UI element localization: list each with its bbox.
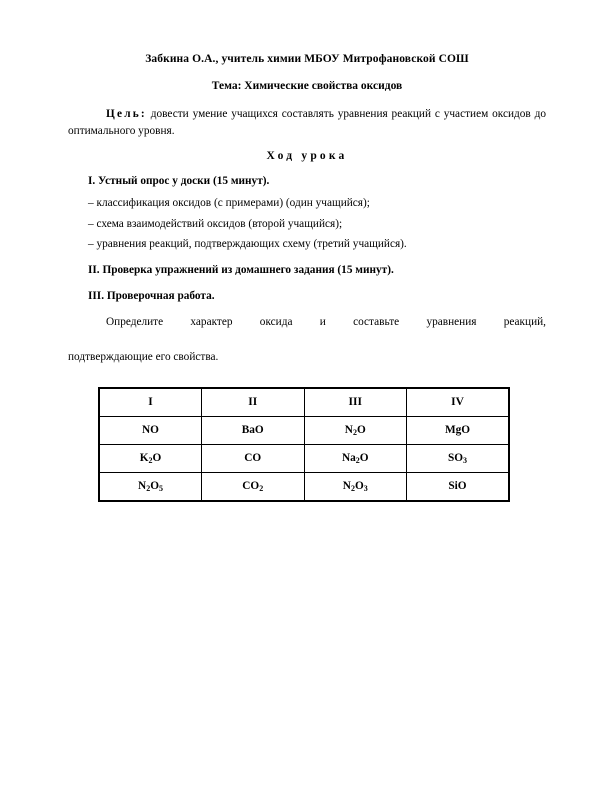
table-header-2: II [202, 388, 305, 417]
table-row [99, 472, 509, 501]
table-cell-r3c2: $CO_2$ [202, 472, 305, 501]
section-1-item-3: – уравнения реакций, подтверждающих схему (третий учащийся). [88, 238, 407, 251]
oxide-table-container [68, 387, 546, 502]
table-header-1: I [99, 388, 202, 417]
theme-line: Тема: Химические свойства оксидов [211, 80, 403, 93]
task-line-1: Определите характер оксида и составьте уравнения реакций, [106, 316, 546, 329]
author-line: Забкина О.А., учитель химии МБОУ Митрофановской СОШ [145, 53, 469, 65]
section-1-item-2: – схема взаимодействий оксидов (второй учащийся); [88, 217, 343, 230]
section-1-item-1: – классификация оксидов (с примерами) (один учащийся); [88, 196, 370, 209]
goal-label: Цель [106, 107, 141, 120]
table-cell-r3c1: $N_2O_5$ [99, 472, 202, 501]
table-cell-r3c3: $N_2O_3$ [304, 472, 407, 501]
oxide-table [98, 387, 510, 502]
goal-text: довести умение учащихся составлять уравнения реакций с участием оксидов до оптимального уровня. [68, 107, 546, 137]
table-cell-r1c1: NO [99, 416, 202, 444]
task-paragraph [68, 314, 546, 367]
table-header-3: III [304, 388, 407, 417]
table-cell-r2c2: CO [202, 444, 305, 472]
table-cell-r1c4: MgO [407, 416, 510, 444]
table-cell-r2c4: $SO_3$ [407, 444, 510, 472]
table-cell-r2c3: $Na_2O$ [304, 444, 407, 472]
table-header-4: IV [407, 388, 510, 417]
document-body [68, 52, 546, 502]
table-cell-r2c1: $K_2O$ [99, 444, 202, 472]
goal-paragraph [68, 106, 546, 140]
table-row [99, 416, 509, 444]
task-line-2: подтверждающие его свойства. [68, 351, 219, 364]
section-title-3: III. Проверочная работа. [88, 290, 215, 303]
table-cell-r1c3: $N_2O$ [304, 416, 407, 444]
table-cell-r3c4: SiO [407, 472, 510, 501]
section-title-1: I. Устный опрос у доски (15 минут). [88, 174, 270, 187]
table-header-row [99, 388, 509, 417]
goal-separator: : [140, 107, 147, 120]
table-row [99, 444, 509, 472]
section-title-2: II. Проверка упражнений из домашнего задания (15 минут). [88, 264, 394, 277]
table-cell-r1c2: BaO [202, 416, 305, 444]
course-heading: Ход урока [266, 149, 348, 162]
